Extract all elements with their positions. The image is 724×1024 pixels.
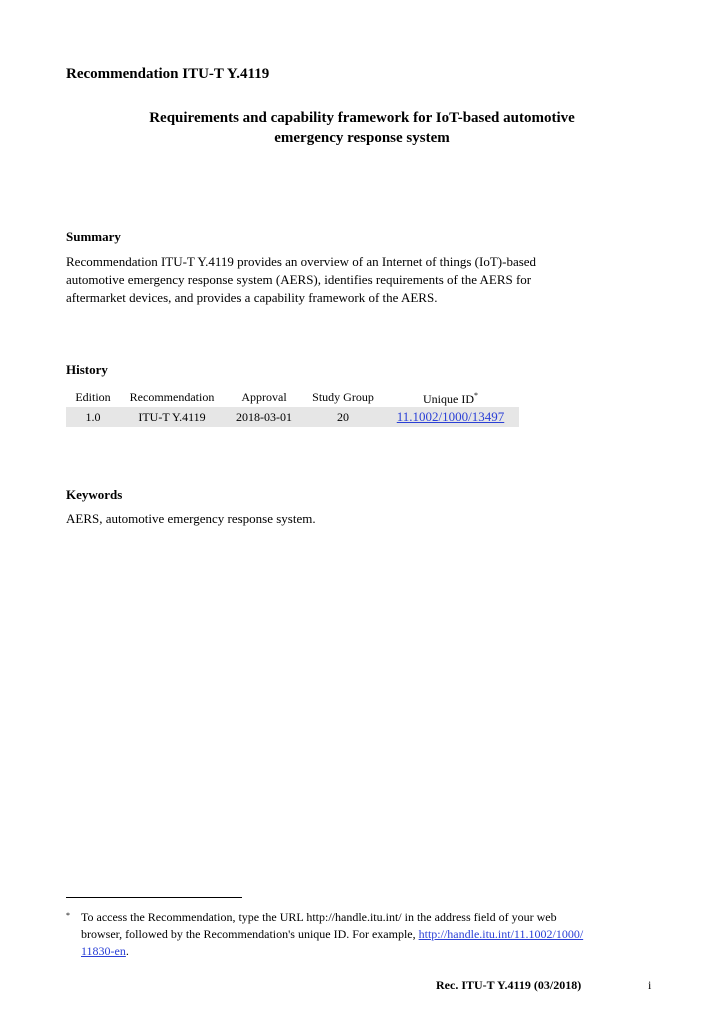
summary-line-2: automotive emergency response system (AERS), identifies requirements of the AERS for: [66, 272, 532, 287]
page-number: i: [648, 978, 652, 992]
cell-approval: 2018-03-01: [236, 410, 292, 424]
history-table: [66, 387, 519, 427]
keywords-heading: Keywords: [66, 487, 123, 502]
footnote-divider: [66, 897, 242, 898]
footer-reference: Rec. ITU-T Y.4119 (03/2018): [436, 978, 582, 992]
header-unique-id-label: Unique ID: [423, 392, 474, 406]
summary-line-3: aftermarket devices, and provides a capability framework of the AERS.: [66, 290, 438, 305]
header-recommendation: Recommendation: [129, 390, 215, 404]
header-approval: Approval: [241, 390, 287, 404]
footnote-mark: *: [66, 911, 70, 920]
table-row: [66, 407, 519, 427]
recommendation-title: Recommendation ITU-T Y.4119: [66, 66, 270, 82]
footnote-suffix: .: [125, 944, 129, 958]
keywords-text: AERS, automotive emergency response system.: [66, 511, 316, 526]
summary-line-1: Recommendation ITU-T Y.4119 provides an overview of an Internet of things (IoT)-based: [66, 254, 537, 269]
footnote-line-2-text: browser, followed by the Recommendation's unique ID. For example,: [81, 927, 419, 941]
header-edition: Edition: [75, 390, 111, 404]
cell-study-group: 20: [337, 410, 349, 424]
example-url-link-part-1[interactable]: http://handle.itu.int/11.1002/1000/: [418, 927, 584, 941]
footnote-line-3: [81, 943, 658, 960]
cell-unique-id: [382, 407, 519, 427]
unique-id-link[interactable]: 11.1002/1000/13497: [396, 409, 505, 424]
cell-edition: 1.0: [85, 410, 101, 424]
footnote-body: [81, 909, 658, 960]
document-title: [66, 108, 658, 148]
document-title-line-1: Requirements and capability framework for IoT-based automotive: [149, 110, 575, 126]
footnote: [66, 909, 658, 960]
footnote-reference-mark: *: [474, 391, 478, 400]
summary-paragraph: [66, 253, 658, 307]
footnote-line-1: To access the Recommendation, type the URL http://handle.itu.int/ in the address field of your web: [81, 910, 557, 924]
history-table-header: [66, 387, 519, 407]
footnote-line-2: [81, 926, 658, 943]
summary-heading: Summary: [66, 229, 121, 244]
document-title-line-2: emergency response system: [274, 130, 450, 146]
cell-recommendation: ITU-T Y.4119: [138, 410, 206, 424]
history-heading: History: [66, 362, 108, 377]
header-study-group: Study Group: [312, 390, 374, 404]
header-unique-id: [382, 389, 519, 409]
example-url-link-part-2[interactable]: 11830-en: [81, 944, 126, 958]
